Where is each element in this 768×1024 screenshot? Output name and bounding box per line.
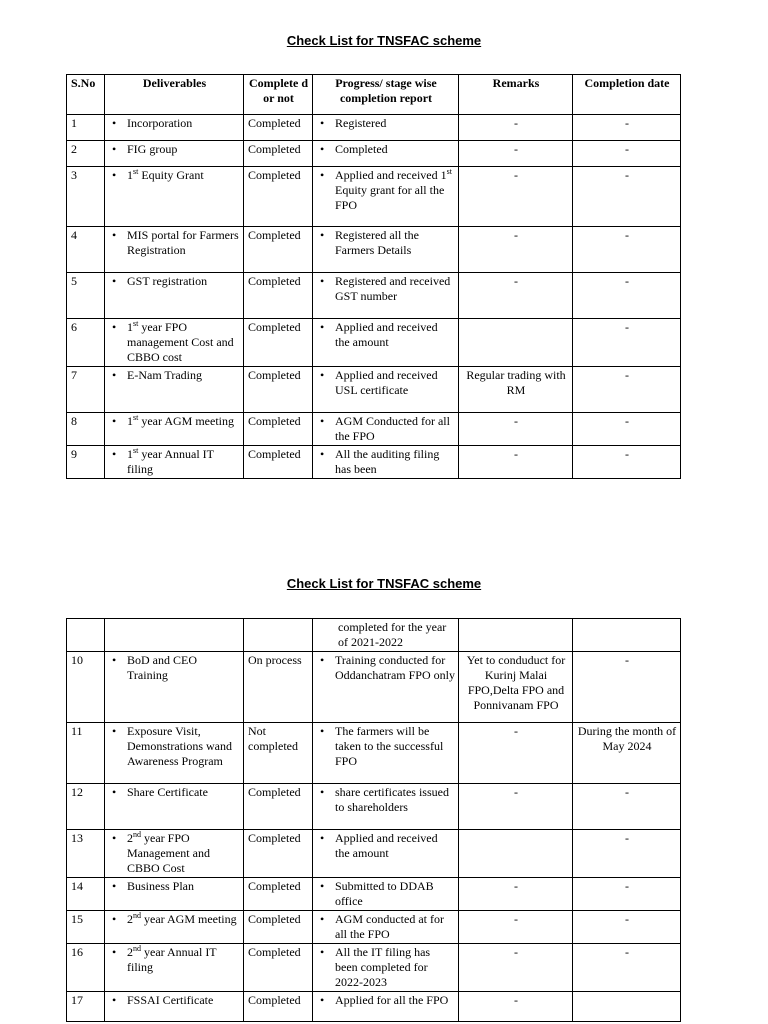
cell-completion-date: - — [573, 911, 681, 944]
cell-progress — [313, 878, 459, 911]
bullet-icon: • — [320, 414, 325, 428]
bullet-icon: • — [320, 228, 325, 242]
bullet-icon: • — [112, 724, 117, 738]
cell-status: Completed — [244, 878, 313, 911]
cell-deliverable-text: 2nd year FPO Management and CBBO Cost — [127, 830, 210, 875]
cell-sno: 13 — [67, 830, 105, 878]
bullet-icon: • — [320, 653, 325, 667]
cell-progress — [313, 992, 459, 1022]
bullet-icon: • — [112, 945, 117, 959]
cell-sno: 17 — [67, 992, 105, 1022]
cell-remarks: - — [459, 723, 573, 784]
table-row — [67, 784, 681, 830]
cell-progress-text: Registered and received GST number — [335, 274, 451, 303]
table-row — [67, 319, 681, 367]
cell-progress — [313, 141, 459, 167]
bullet-icon: • — [320, 168, 325, 182]
cell-deliverable — [105, 167, 244, 227]
cell-remarks: - — [459, 227, 573, 273]
cell-progress — [313, 413, 459, 446]
cell-remarks: - — [459, 115, 573, 141]
cell-sno: 1 — [67, 115, 105, 141]
cell-progress-continuation: completed for the year of 2021-2022 — [313, 619, 459, 652]
cell-sno: 14 — [67, 878, 105, 911]
cell-completion-date: - — [573, 367, 681, 413]
cell-deliverable — [105, 723, 244, 784]
cell-remarks: - — [459, 784, 573, 830]
cell-deliverable-text: 1st year AGM meeting — [127, 413, 234, 428]
bullet-icon: • — [320, 116, 325, 130]
header-deliverables: Deliverables — [105, 75, 244, 115]
table-row — [67, 723, 681, 784]
cell-remarks: - — [459, 167, 573, 227]
cell-completion-date: During the month of May 2024 — [573, 723, 681, 784]
cell-sno: 7 — [67, 367, 105, 413]
cell-deliverable-text: FSSAI Certificate — [127, 993, 214, 1007]
cell-progress-text: Applied and received 1st Equity grant for all the FPO — [335, 167, 452, 212]
cell-sno: 15 — [67, 911, 105, 944]
cell-deliverable — [105, 652, 244, 723]
cell-progress — [313, 227, 459, 273]
bullet-icon: • — [320, 274, 325, 288]
cell-deliverable — [105, 367, 244, 413]
cell-deliverable — [105, 784, 244, 830]
cell-progress-text: share certificates issued to shareholders — [335, 785, 449, 814]
cell-status: Not completed — [244, 723, 313, 784]
cell-deliverable — [105, 911, 244, 944]
cell-status: Completed — [244, 227, 313, 273]
cell-remarks: - — [459, 992, 573, 1022]
cell-progress — [313, 830, 459, 878]
cell-status: Completed — [244, 167, 313, 227]
cell-sno: 11 — [67, 723, 105, 784]
cell-status: Completed — [244, 367, 313, 413]
bullet-icon: • — [112, 320, 117, 334]
cell-deliverable-text: Share Certificate — [127, 785, 208, 799]
cell-progress — [313, 723, 459, 784]
cell-progress-text: All the auditing filing has been — [335, 447, 440, 476]
cell-sno: 4 — [67, 227, 105, 273]
cell-status: Completed — [244, 911, 313, 944]
bullet-icon: • — [320, 993, 325, 1007]
cell-progress-text: AGM conducted at for all the FPO — [335, 912, 444, 941]
cell-remarks: - — [459, 413, 573, 446]
bullet-icon: • — [112, 785, 117, 799]
bullet-icon: • — [320, 912, 325, 926]
cell-sno: 6 — [67, 319, 105, 367]
header-completion-date: Completion date — [573, 75, 681, 115]
table-row-continuation — [67, 619, 681, 652]
table-row — [67, 944, 681, 992]
cell-completion-date: - — [573, 141, 681, 167]
cell-completion-date: - — [573, 273, 681, 319]
cell-progress-text: The farmers will be taken to the successful FPO — [335, 724, 444, 768]
cell-progress-text: Completed — [335, 142, 388, 156]
bullet-icon: • — [112, 368, 117, 382]
cell-progress — [313, 784, 459, 830]
cell-empty — [573, 619, 681, 652]
cell-deliverable — [105, 446, 244, 479]
table-row — [67, 227, 681, 273]
cell-status: Completed — [244, 944, 313, 992]
bullet-icon: • — [112, 274, 117, 288]
cell-deliverable — [105, 944, 244, 992]
cell-sno: 5 — [67, 273, 105, 319]
cell-status: Completed — [244, 319, 313, 367]
cell-completion-date: - — [573, 167, 681, 227]
table-row — [67, 367, 681, 413]
header-sno: S.No — [67, 75, 105, 115]
cell-progress — [313, 367, 459, 413]
cell-sno: 3 — [67, 167, 105, 227]
table-row — [67, 830, 681, 878]
cell-progress — [313, 319, 459, 367]
cell-progress-text: Applied and received USL certificate — [335, 368, 438, 397]
cell-completion-date — [573, 992, 681, 1022]
bullet-icon: • — [112, 228, 117, 242]
table-row — [67, 878, 681, 911]
cell-remarks — [459, 830, 573, 878]
header-complete: Complete d or not — [244, 75, 313, 115]
bullet-icon: • — [112, 831, 117, 845]
cell-remarks: - — [459, 446, 573, 479]
table-row — [67, 652, 681, 723]
bullet-icon: • — [112, 879, 117, 893]
bullet-icon: • — [320, 320, 325, 334]
bullet-icon: • — [320, 945, 325, 959]
bullet-icon: • — [320, 724, 325, 738]
cell-empty — [459, 619, 573, 652]
bullet-icon: • — [112, 993, 117, 1007]
page-title: Check List for TNSFAC scheme — [286, 33, 482, 48]
cell-deliverable — [105, 992, 244, 1022]
cell-completion-date: - — [573, 652, 681, 723]
cell-sno: 10 — [67, 652, 105, 723]
cell-completion-date: - — [573, 784, 681, 830]
cell-deliverable-text: 1st year FPO management Cost and CBBO cost — [127, 319, 234, 364]
cell-deliverable-text: Exposure Visit, Demonstrations wand Awareness Program — [127, 724, 232, 768]
cell-sno: 9 — [67, 446, 105, 479]
table-row — [67, 141, 681, 167]
cell-deliverable — [105, 115, 244, 141]
cell-completion-date: - — [573, 944, 681, 992]
bullet-icon: • — [320, 447, 325, 461]
bullet-icon: • — [320, 368, 325, 382]
cell-completion-date: - — [573, 446, 681, 479]
cell-deliverable — [105, 319, 244, 367]
cell-deliverable-text: 1st Equity Grant — [127, 167, 204, 182]
cell-remarks: Yet to conduduct for Kurinj Malai FPO,Delta FPO and Ponnivanam FPO — [459, 652, 573, 723]
cell-progress-text: AGM Conducted for all the FPO — [335, 414, 450, 443]
cell-deliverable-text: FIG group — [127, 142, 178, 156]
page-title-2: Check List for TNSFAC scheme — [286, 576, 482, 591]
bullet-icon: • — [112, 447, 117, 461]
cell-empty — [244, 619, 313, 652]
header-remarks: Remarks — [459, 75, 573, 115]
cell-sno: 12 — [67, 784, 105, 830]
bullet-icon: • — [112, 142, 117, 156]
bullet-icon: • — [112, 414, 117, 428]
cell-deliverable-text: 2nd year Annual IT filing — [127, 944, 217, 974]
cell-progress — [313, 167, 459, 227]
cell-progress-text: Submitted to DDAB office — [335, 879, 434, 908]
table-header-row — [67, 75, 681, 115]
table-row — [67, 911, 681, 944]
cell-remarks: - — [459, 273, 573, 319]
cell-status: Completed — [244, 446, 313, 479]
cell-status: On process — [244, 652, 313, 723]
cell-deliverable-text: 2nd year AGM meeting — [127, 911, 237, 926]
cell-status: Completed — [244, 115, 313, 141]
cell-deliverable — [105, 830, 244, 878]
cell-sno: 8 — [67, 413, 105, 446]
cell-completion-date: - — [573, 115, 681, 141]
cell-status: Completed — [244, 992, 313, 1022]
bullet-icon: • — [112, 116, 117, 130]
cell-deliverable — [105, 273, 244, 319]
cell-remarks: - — [459, 944, 573, 992]
bullet-icon: • — [320, 142, 325, 156]
table-row — [67, 115, 681, 141]
cell-status: Completed — [244, 413, 313, 446]
cell-deliverable-text: E-Nam Trading — [127, 368, 202, 382]
cell-remarks: Regular trading with RM — [459, 367, 573, 413]
cell-completion-date: - — [573, 830, 681, 878]
cell-progress-text: Registered all the Farmers Details — [335, 228, 419, 257]
cell-completion-date: - — [573, 227, 681, 273]
cell-remarks: - — [459, 878, 573, 911]
table-row — [67, 992, 681, 1022]
cell-deliverable-text: 1st year Annual IT filing — [127, 446, 214, 476]
cell-status: Completed — [244, 141, 313, 167]
cell-progress-text: Applied and received the amount — [335, 320, 438, 349]
cell-progress-text: Registered — [335, 116, 387, 130]
cell-sno: 16 — [67, 944, 105, 992]
cell-deliverable-text: Business Plan — [127, 879, 195, 893]
cell-empty — [105, 619, 244, 652]
cell-progress-text: Training conducted for Oddanchatram FPO only — [335, 653, 455, 682]
cell-progress — [313, 115, 459, 141]
cell-status: Completed — [244, 784, 313, 830]
cell-deliverable-text: GST registration — [127, 274, 208, 288]
bullet-icon: • — [112, 912, 117, 926]
cell-progress — [313, 446, 459, 479]
cell-progress — [313, 911, 459, 944]
cell-status: Completed — [244, 830, 313, 878]
cell-deliverable-text: MIS portal for Farmers Registration — [127, 228, 239, 257]
bullet-icon: • — [112, 168, 117, 182]
cell-completion-date: - — [573, 413, 681, 446]
header-progress: Progress/ stage wise completion report — [313, 75, 459, 115]
cell-completion-date: - — [573, 878, 681, 911]
cell-deliverable — [105, 227, 244, 273]
cell-progress — [313, 944, 459, 992]
table-row — [67, 413, 681, 446]
cell-progress — [313, 273, 459, 319]
bullet-icon: • — [112, 653, 117, 667]
cell-progress-text: Applied for all the FPO — [335, 993, 449, 1007]
table-row — [67, 446, 681, 479]
cell-remarks — [459, 319, 573, 367]
cell-sno: 2 — [67, 141, 105, 167]
cell-deliverable — [105, 141, 244, 167]
cell-remarks: - — [459, 911, 573, 944]
bullet-icon: • — [320, 831, 325, 845]
table-row — [67, 167, 681, 227]
cell-remarks: - — [459, 141, 573, 167]
table-row — [67, 273, 681, 319]
cell-deliverable — [105, 878, 244, 911]
cell-deliverable-text: Incorporation — [127, 116, 193, 130]
cell-deliverable — [105, 413, 244, 446]
cell-deliverable-text: BoD and CEO Training — [127, 653, 197, 682]
cell-status: Completed — [244, 273, 313, 319]
cell-progress — [313, 652, 459, 723]
cell-completion-date: - — [573, 319, 681, 367]
cell-progress-text: Applied and received the amount — [335, 831, 438, 860]
cell-empty — [67, 619, 105, 652]
bullet-icon: • — [320, 879, 325, 893]
checklist-table-2 — [66, 618, 681, 1022]
checklist-table-1 — [66, 74, 681, 479]
cell-progress-text: All the IT filing has been completed for 2022-2023 — [335, 945, 431, 989]
bullet-icon: • — [320, 785, 325, 799]
